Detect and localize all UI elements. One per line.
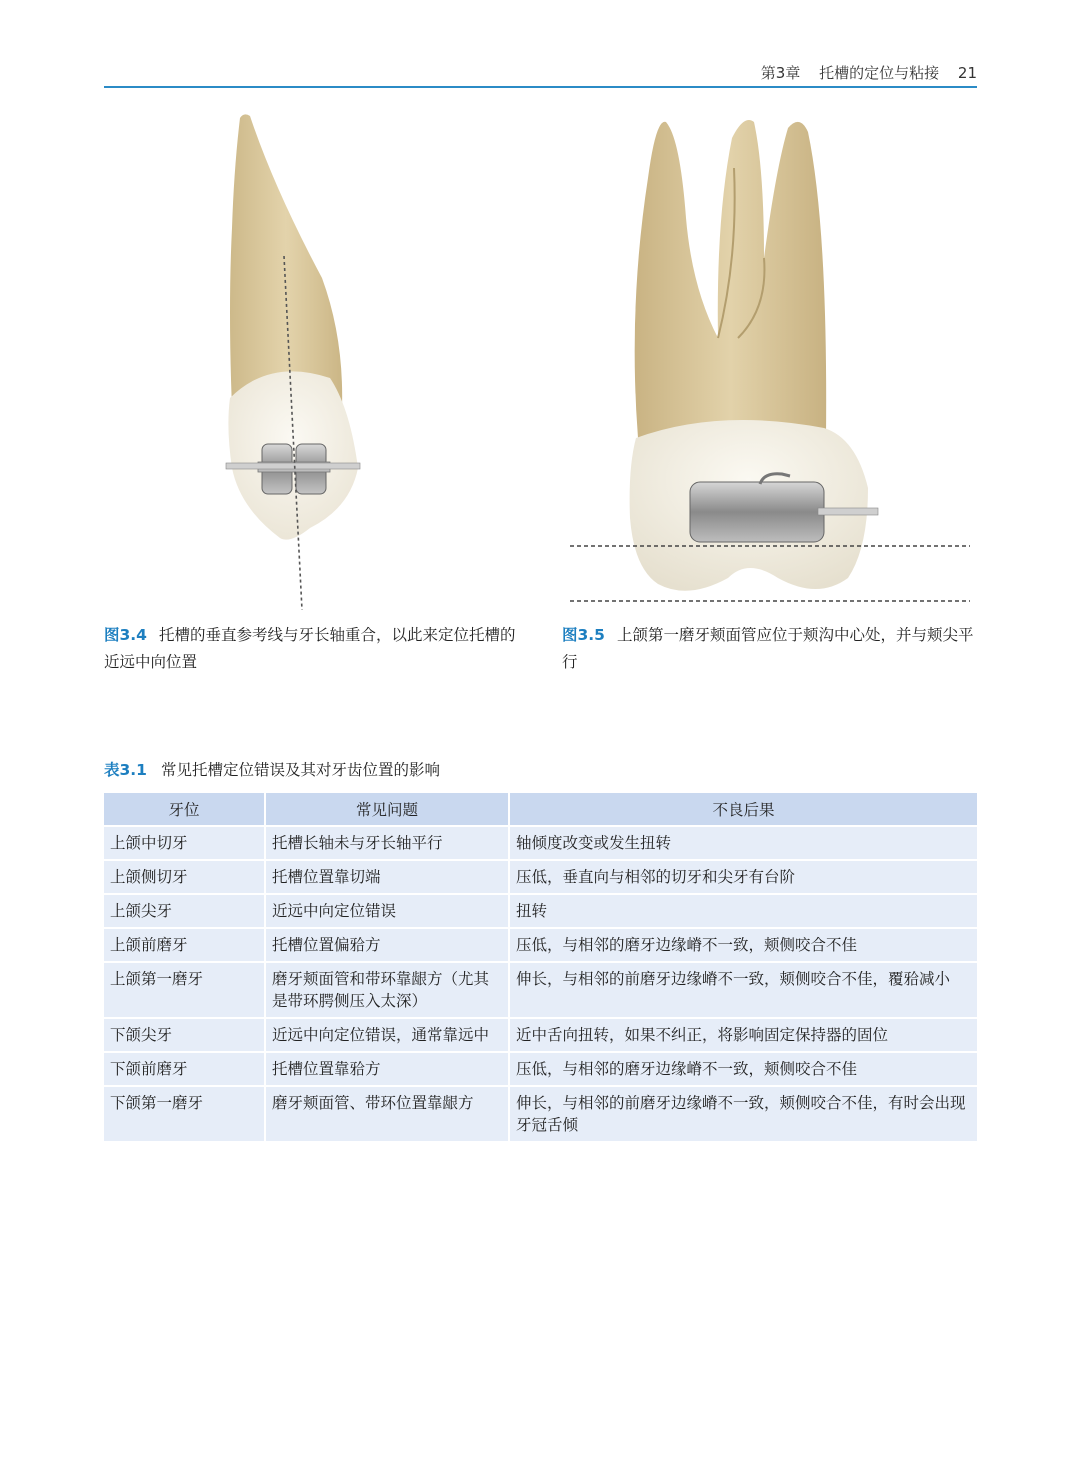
- table-row: [104, 962, 977, 1018]
- cell-consequence: 近中舌向扭转，如果不纠正，将影响固定保持器的固位: [509, 1018, 977, 1052]
- cell-problem: 磨牙颊面管和带环靠龈方（尤其是带环腭侧压入太深）: [265, 962, 509, 1018]
- cell-tooth: 上颌第一磨牙: [104, 962, 265, 1018]
- cell-problem: 托槽长轴未与牙长轴平行: [265, 826, 509, 860]
- figure-3-4-label: 图3.4: [104, 626, 147, 644]
- table-row: [104, 826, 977, 860]
- cell-problem: 托槽位置靠𬌗方: [265, 1052, 509, 1086]
- cell-tooth: 上颌前磨牙: [104, 928, 265, 962]
- figure-3-4-text: 托槽的垂直参考线与牙长轴重合，以此来定位托槽的近远中向位置: [104, 626, 516, 671]
- chapter-title: 托槽的定位与粘接: [819, 64, 940, 82]
- table-3-1-title-text: 常见托槽定位错误及其对牙齿位置的影响: [160, 761, 440, 779]
- table-3-1: [104, 793, 977, 1143]
- cell-tooth: 下颌第一磨牙: [104, 1086, 265, 1142]
- table-row: [104, 894, 977, 928]
- figure-3-4-image: [210, 108, 390, 618]
- cell-consequence: 扭转: [509, 894, 977, 928]
- page-number: 21: [957, 64, 977, 82]
- figure-3-5-caption: [562, 622, 978, 676]
- cell-consequence: 压低，与相邻的磨牙边缘嵴不一致，颊侧咬合不佳: [509, 1052, 977, 1086]
- cell-problem: 近远中向定位错误，通常靠远中: [265, 1018, 509, 1052]
- table-row: [104, 928, 977, 962]
- table-row: [104, 1052, 977, 1086]
- cell-consequence: 压低，垂直向与相邻的切牙和尖牙有台阶: [509, 860, 977, 894]
- cell-consequence: 伸长，与相邻的前磨牙边缘嵴不一致，颊侧咬合不佳，有时会出现牙冠舌倾: [509, 1086, 977, 1142]
- table-3-1-label: 表3.1: [104, 761, 147, 779]
- cell-problem: 磨牙颊面管、带环位置靠龈方: [265, 1086, 509, 1142]
- table-row: [104, 1018, 977, 1052]
- table-header-row: [104, 793, 977, 826]
- molar-with-buccal-tube-illustration: [568, 108, 972, 608]
- cell-problem: 托槽位置偏𬌗方: [265, 928, 509, 962]
- tooth-incisor-with-bracket-illustration: [210, 108, 390, 618]
- cell-tooth: 上颌侧切牙: [104, 860, 265, 894]
- header-right: [747, 62, 977, 83]
- cell-problem: 近远中向定位错误: [265, 894, 509, 928]
- cell-consequence: 压低，与相邻的磨牙边缘嵴不一致，颊侧咬合不佳: [509, 928, 977, 962]
- column-header-tooth: 牙位: [104, 793, 265, 826]
- cell-consequence: 轴倾度改变或发生扭转: [509, 826, 977, 860]
- figure-3-5-text: 上颌第一磨牙颊面管应位于颊沟中心处，并与颊尖平行: [562, 626, 974, 671]
- column-header-consequence: 不良后果: [509, 793, 977, 826]
- table-row: [104, 1086, 977, 1142]
- cell-problem: 托槽位置靠切端: [265, 860, 509, 894]
- column-header-problem: 常见问题: [265, 793, 509, 826]
- figure-3-4-caption: [104, 622, 524, 676]
- table-3-1-title: [104, 758, 440, 780]
- cell-consequence: 伸长，与相邻的前磨牙边缘嵴不一致，颊侧咬合不佳，覆𬌗减小: [509, 962, 977, 1018]
- table-row: [104, 860, 977, 894]
- cell-tooth: 上颌中切牙: [104, 826, 265, 860]
- running-header: [104, 58, 977, 88]
- cell-tooth: 上颌尖牙: [104, 894, 265, 928]
- cell-tooth: 下颌前磨牙: [104, 1052, 265, 1086]
- figure-3-5-image: [568, 108, 972, 608]
- cell-tooth: 下颌尖牙: [104, 1018, 265, 1052]
- figure-3-5-label: 图3.5: [562, 626, 605, 644]
- chapter-number: 第3章: [760, 64, 801, 82]
